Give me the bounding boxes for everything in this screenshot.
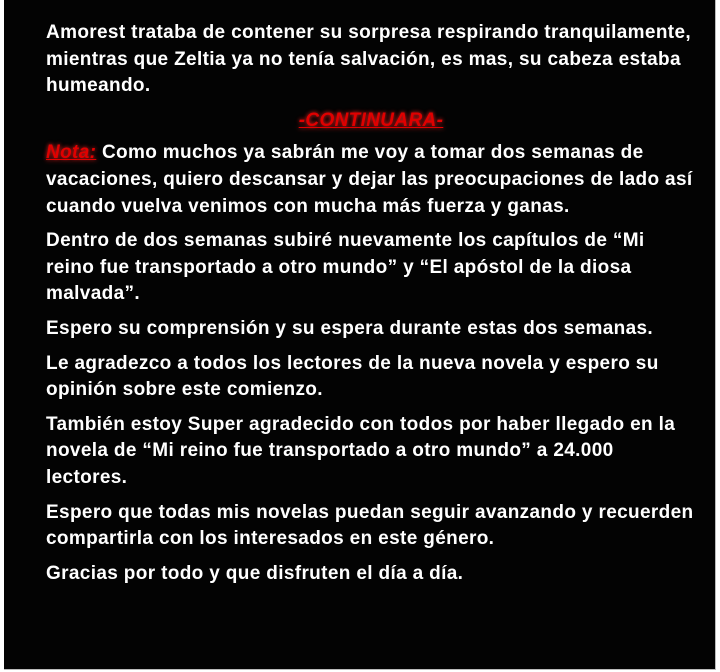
continuara-heading: -CONTINUARA- [298, 109, 444, 131]
document-page [4, 0, 716, 670]
note-label: Nota: [46, 142, 97, 164]
paragraph-understanding: Espero su comprensión y su espera durante estas dos semanas. [46, 317, 654, 339]
paragraph-thanks-readers: Le agradezco a todos los lectores de la nueva novela y espero su opinión sobre este comienzo. [46, 352, 659, 401]
note-paragraph [46, 140, 696, 220]
paragraph-share: Espero que todas mis novelas puedan seguir avanzando y recuerden compartirla con los interesados en este género. [46, 501, 694, 550]
note-text: Como muchos ya sabrán me voy a tomar dos semanas de vacaciones, quiero descansar y dejar las preocupaciones de lado así cuando vuelva venimos con mucha más fuerza y ganas. [46, 142, 693, 217]
document-body [46, 20, 696, 595]
paragraph-closing: Gracias por todo y que disfruten el día a día. [46, 562, 464, 584]
paragraph-milestone: También estoy Super agradecido con todos por haber llegado en la novela de “Mi reino fue transportado a otro mundo” a 24.000 lectores. [46, 413, 676, 488]
story-paragraph: Amorest trataba de contener su sorpresa respirando tranquilamente, mientras que Zeltia ya no tenía salvación, es mas, su cabeza estaba humeando. [46, 22, 691, 97]
paragraph-schedule: Dentro de dos semanas subiré nuevamente los capítulos de “Mi reino fue transportado a otro mundo” y “El apóstol de la diosa malvada”. [46, 230, 645, 305]
